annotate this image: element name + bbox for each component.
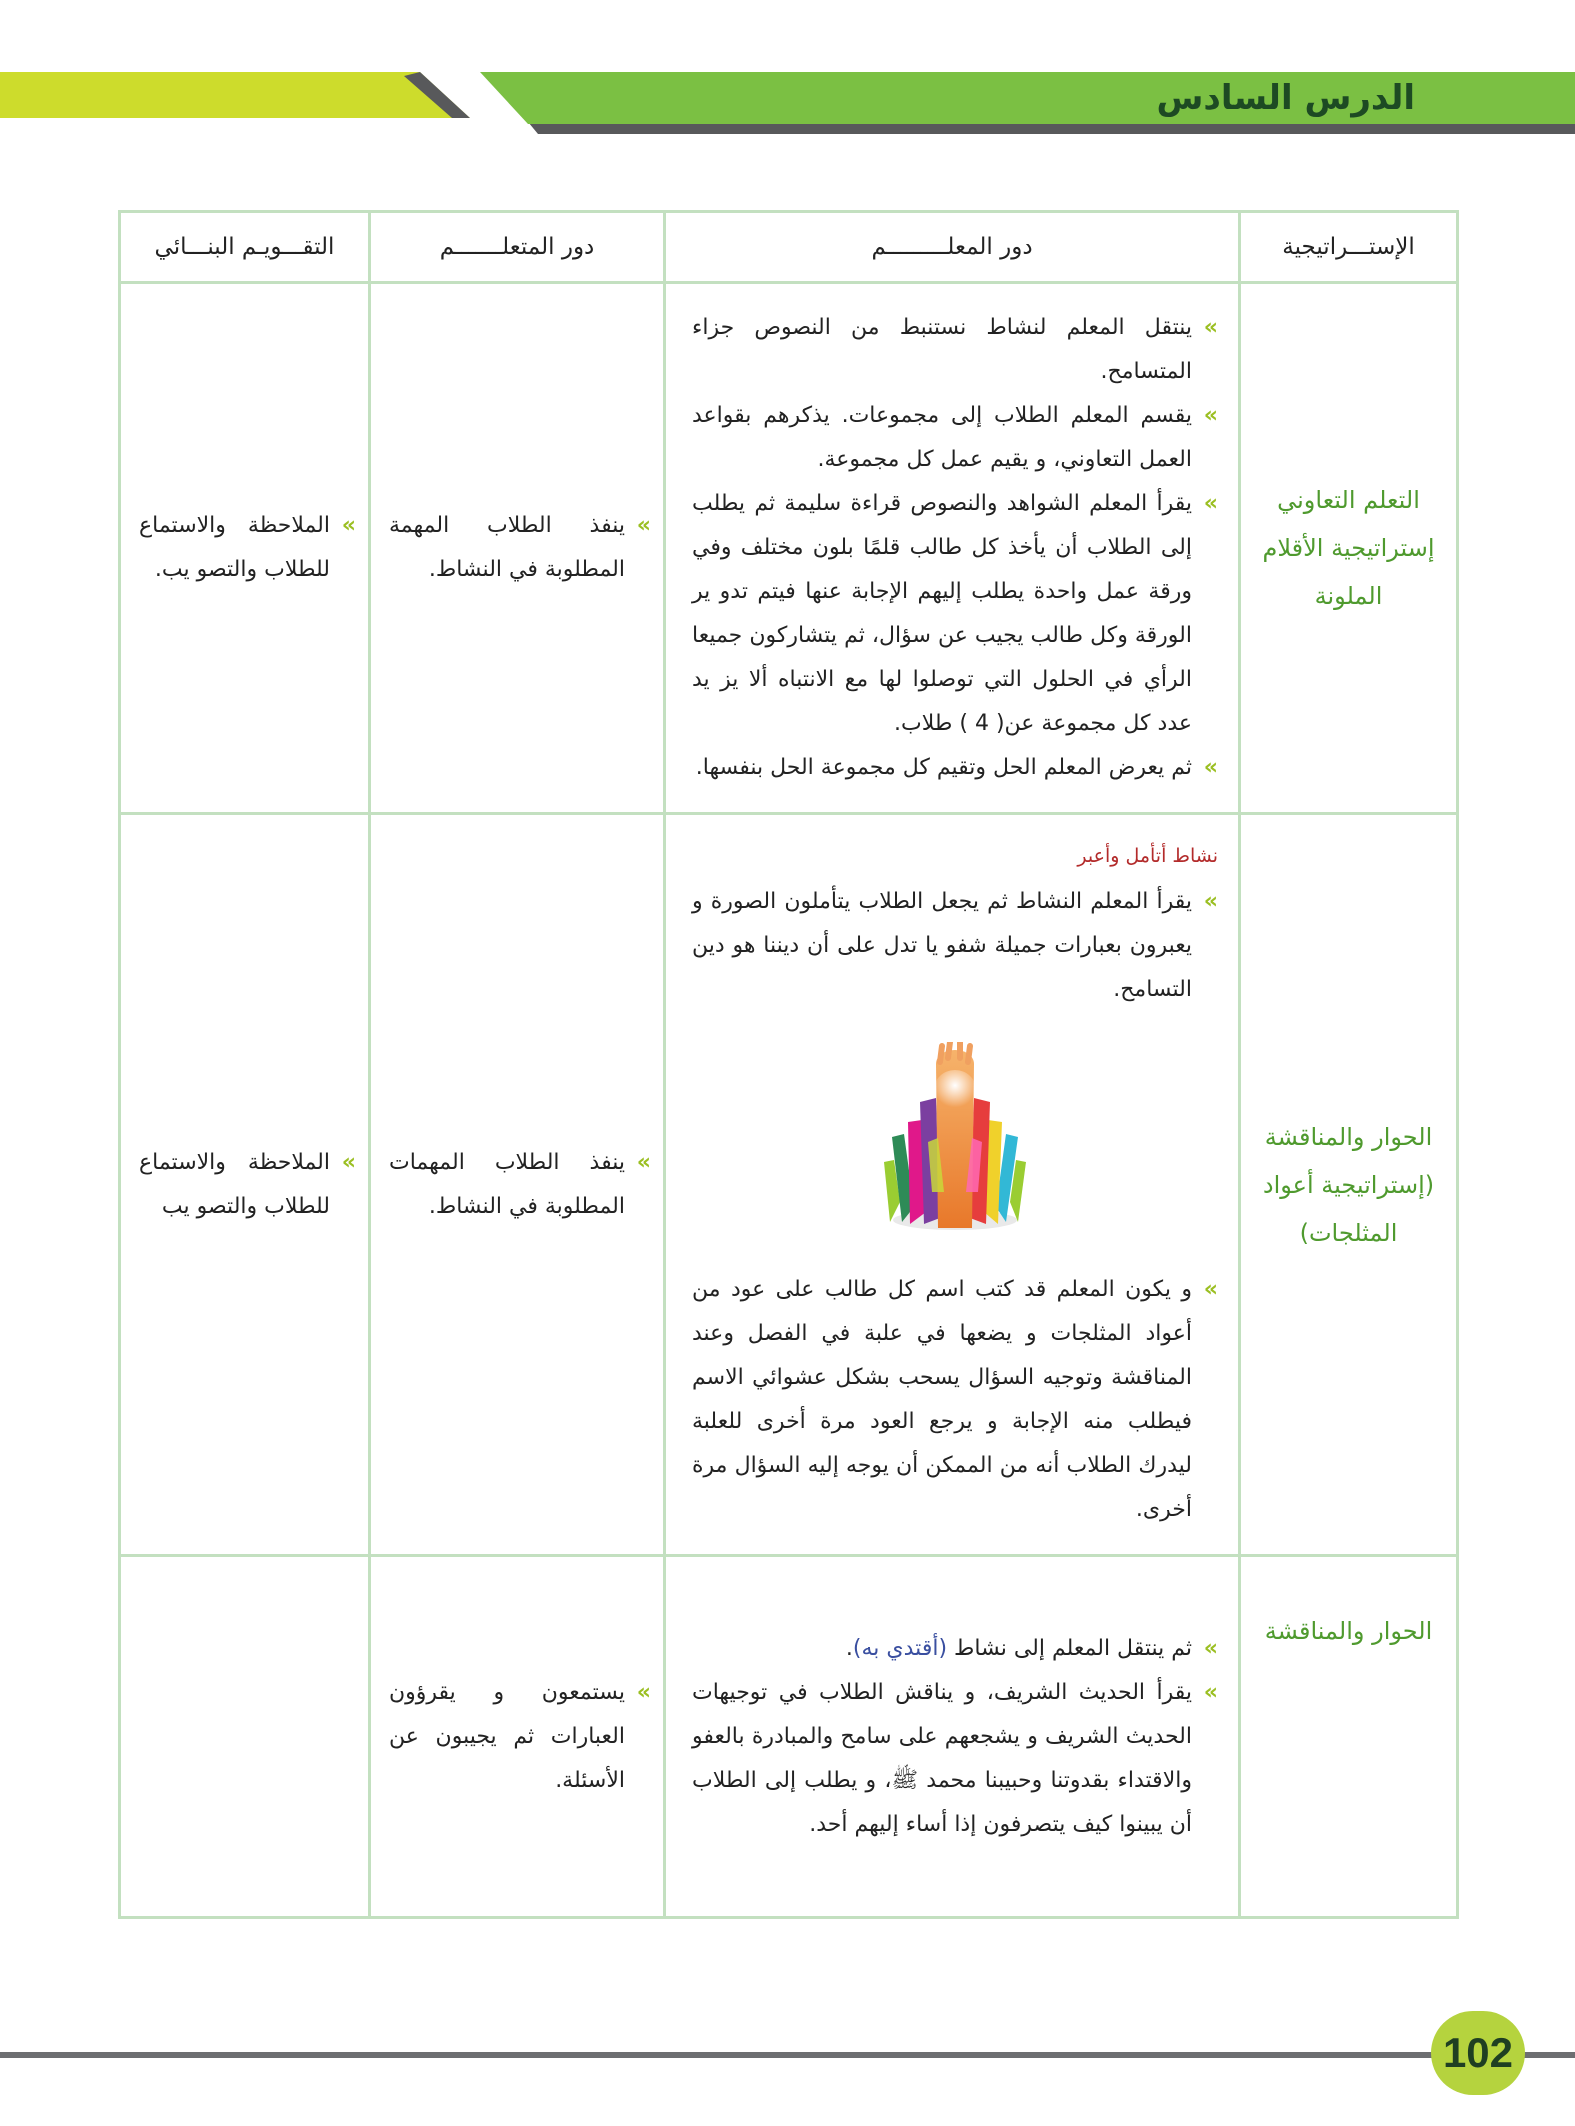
list-item: » و يكون المعلم قد كتب اسم كل طالب على عود من أعواد المثلجات و يضعها في علبة في الفصل وعند المناقشة وتوجيه السؤال يسحب بشكل عشوائي الاسم فيطلب منه الإجابة و يرجع العود مرة أخرى للعلبة ليدرك الطلاب أنه من الممكن أن يوجه إليه السؤال مرة أخرى. [692,1268,1218,1532]
bullet-icon: » [1203,1679,1218,1705]
assessment-cell [120,283,370,814]
activity-title: نشاط أتأمل وأعبر [1077,844,1218,867]
footer-line [0,2052,1575,2058]
bullet-icon: » [341,1149,356,1175]
learner-role-cell [370,283,665,814]
learner-role-cell [370,814,665,1556]
bullet-icon: » [1203,315,1218,340]
strategy-cell [1240,283,1458,814]
list-item: » الملاحظة والاستماع للطلاب والتصو يب. [139,504,356,592]
lesson-title: الدرس السادس [1156,78,1415,118]
assessment-cell [120,814,370,1556]
teacher-role-cell [665,814,1240,1556]
strategy-line: المثلجات) [1299,1218,1398,1247]
bullet-icon: » [636,1679,651,1705]
list-item: » ينفذ الطلاب المهمات المطلوبة في النشاط. [389,1141,651,1229]
table-row [120,814,1458,1556]
list-item: » يقسم المعلم الطلاب إلى مجموعات. يذكرهم بقواعد العمل التعاوني، و يقيم عمل كل مجموعة. [692,394,1218,482]
lesson-plan-table [118,210,1459,1919]
strategy-line: الملونة [1314,582,1383,610]
list-item: » ثم يعرض المعلم الحل وتقيم كل مجموعة الحل بنفسها. [692,746,1218,790]
list-item: » يقرأ المعلم النشاط ثم يجعل الطلاب يتأملون الصورة و يعبرون بعبارات جميلة شفو يا تدل على أن ديننا هو دين التسامح. [692,880,1218,1012]
strategy-line: التعلم التعاوني [1277,486,1420,514]
teacher-role-cell [665,283,1240,814]
bullet-icon: » [1203,888,1218,914]
table-row [120,283,1458,814]
table-row [120,1556,1458,1918]
learner-role-cell [370,1556,665,1918]
page-number: 102 [1431,2011,1525,2095]
list-item: » ينتقل المعلم لنشاط نستنبط من النصوص جزاء المتسامح. [692,306,1218,394]
list-item: » يقرأ المعلم الشواهد والنصوص قراءة سليمة ثم يطلب إلى الطلاب أن يأخذ كل طالب قلمًا بلون مختلف وفي ورقة عمل واحدة يطلب إليهم الإجابة عنها فيتم تدو ير الورقة وكل طالب يجيب عن سؤال، ثم يتشاركون جميعا الرأي في الحلول التي توصلوا لها مع الانتباه ألا يز يد عدد كل مجموعة عن( 4 ) طلاب. [692,482,1218,746]
strategy-line: (إستراتيجية أعواد [1262,1170,1435,1199]
assessment-cell [120,1556,370,1918]
activity-reference: (أقتدي به) [852,1635,948,1661]
strategy-cell [1240,1556,1458,1918]
header-learner-role: دور المتعلـــــــم [370,212,665,283]
bullet-icon: » [1203,1635,1218,1661]
bullet-icon: » [1203,491,1218,516]
bullet-icon: » [636,513,651,538]
strategy-line: الحوار والمناقشة [1264,1617,1433,1645]
header-band [0,0,1575,140]
list-item: » ينفذ الطلاب المهمة المطلوبة في النشاط. [389,504,651,592]
list-item: » الملاحظة والاستماع للطلاب والتصو يب [139,1141,356,1229]
list-item: » يقرأ الحديث الشريف، و يناقش الطلاب في توجيهات الحديث الشريف و يشجعهم على سامح والمبادرة بالعفو والاقتداء بقدوتنا وحبيبنا محمد ﷺ، و يطلب إلى الطلاب أن يبينوا كيف يتصرفون إذا أساء إليهم أحد. [692,1671,1218,1847]
table-header-row [120,212,1458,283]
header-lime-bar [0,72,470,118]
list-item: » يستمعون و يقرؤون العبارات ثم يجيبون عن الأسئلة. [389,1671,651,1803]
header-teacher-role: دور المعلـــــــــم [665,212,1240,283]
strategy-cell [1240,814,1458,1556]
header-assessment: التقـــويـم البنـــائي [120,212,370,283]
bullet-icon: » [1203,755,1218,780]
bullet-icon: » [1203,403,1218,428]
header-strategy: الإستـــراتيجية [1240,212,1458,283]
strategy-line: إستراتيجية الأقلام [1262,534,1435,562]
bullet-icon: » [636,1149,651,1175]
bullet-icon: » [1203,1276,1218,1302]
strategy-line: الحوار والمناقشة [1264,1122,1433,1151]
hands-image-wrap [692,1012,1218,1268]
bullet-icon: » [341,513,356,538]
raised-hands-image [880,1042,1030,1232]
list-item: » ثم ينتقل المعلم إلى نشاط (أقتدي به). [692,1627,1218,1671]
teacher-role-cell [665,1556,1240,1918]
